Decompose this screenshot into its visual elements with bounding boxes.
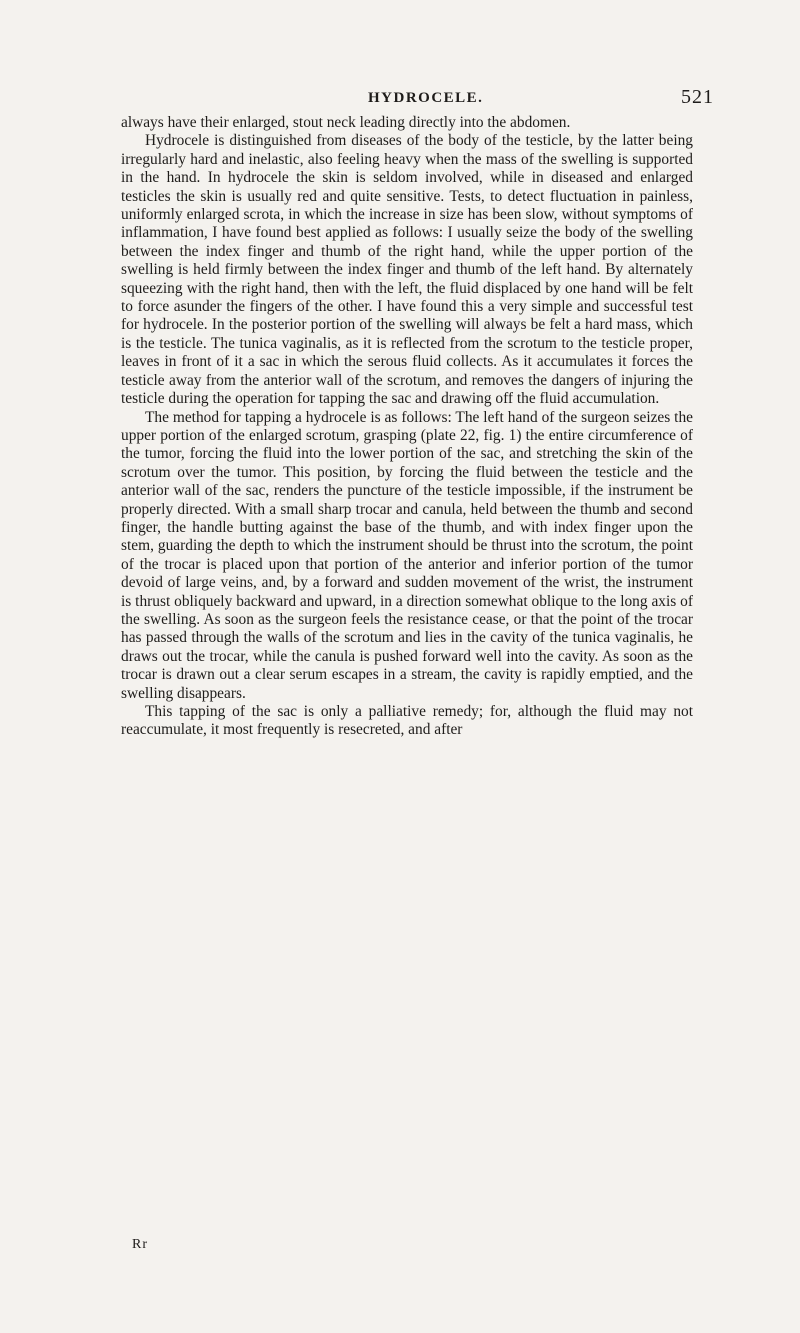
paragraph-palliative: This tapping of the sac is only a palliative remedy; for, although the fluid may not reaccumulate, it most frequently is resecreted, and after	[121, 703, 693, 739]
body-text	[121, 114, 693, 740]
running-title: HYDROCELE.	[368, 90, 484, 106]
signature-mark: Rr	[132, 1237, 148, 1252]
paragraph-tapping-method: The method for tapping a hydrocele is as follows: The left hand of the surgeon seizes the upper portion of the enlarged scrotum, grasping (plate 22, fig. 1) the entire circumference of the tumor, forcing the fluid into the lower portion of the sac, and stretching the skin of the scrotum over the tumor. This position, by forcing the fluid between the testicle and the anterior wall of the sac, renders the puncture of the testicle impossible, if the instrument be properly directed. With a small sharp trocar and canula, held between the thumb and second finger, the handle butting against the base of the thumb, and with index finger upon the stem, guarding the depth to which the instrument should be thrust into the scrotum, the point of the trocar is placed upon that portion of the anterior and inferior portion of the tumor devoid of large veins, and, by a forward and sudden movement of the wrist, the instrument is thrust obliquely backward and upward, in a direction somewhat oblique to the long axis of the swelling. As soon as the surgeon feels the resistance cease, or that the point of the trocar has passed through the walls of the scrotum and lies in the cavity of the tunica vaginalis, he draws out the trocar, while the canula is pushed forward well into the cavity. As soon as the trocar is drawn out a clear serum escapes in a stream, the cavity is rapidly emptied, and the swelling disappears.	[121, 408, 693, 702]
paragraph-diagnosis: Hydrocele is distinguished from diseases of the body of the testicle, by the latter being irregularly hard and inelastic, also feeling heavy when the mass of the swelling is supported in the hand. In hydrocele the skin is seldom involved, while in diseased and enlarged testicles the skin is usually red and quite sensitive. Tests, to detect fluctuation in painless, uniformly enlarged scrota, in which the increase in size has been slow, without symptoms of inflammation, I have found best applied as follows: I usually seize the body of the swelling between the index finger and thumb of the right hand, while the upper portion of the swelling is held firmly between the index finger and thumb of the left hand. By alternately squeezing with the right hand, then with the left, the fluid displaced by one hand will be felt to force asunder the fingers of the other. I have found this a very simple and successful test for hydrocele. In the posterior portion of the swelling will always be felt a hard mass, which is the testicle. The tunica vaginalis, as it is reflected from the scrotum to the testicle proper, leaves in front of it a sac in which the serous fluid collects. As it accumulates it forces the testicle away from the anterior wall of the scrotum, and removes the dangers of injuring the testicle during the operation for tapping the sac and drawing off the fluid accumulation.	[121, 132, 693, 408]
page-number: 521	[681, 86, 714, 108]
paragraph-continuation: always have their enlarged, stout neck leading directly into the abdomen.	[121, 114, 571, 131]
running-head	[0, 86, 800, 110]
